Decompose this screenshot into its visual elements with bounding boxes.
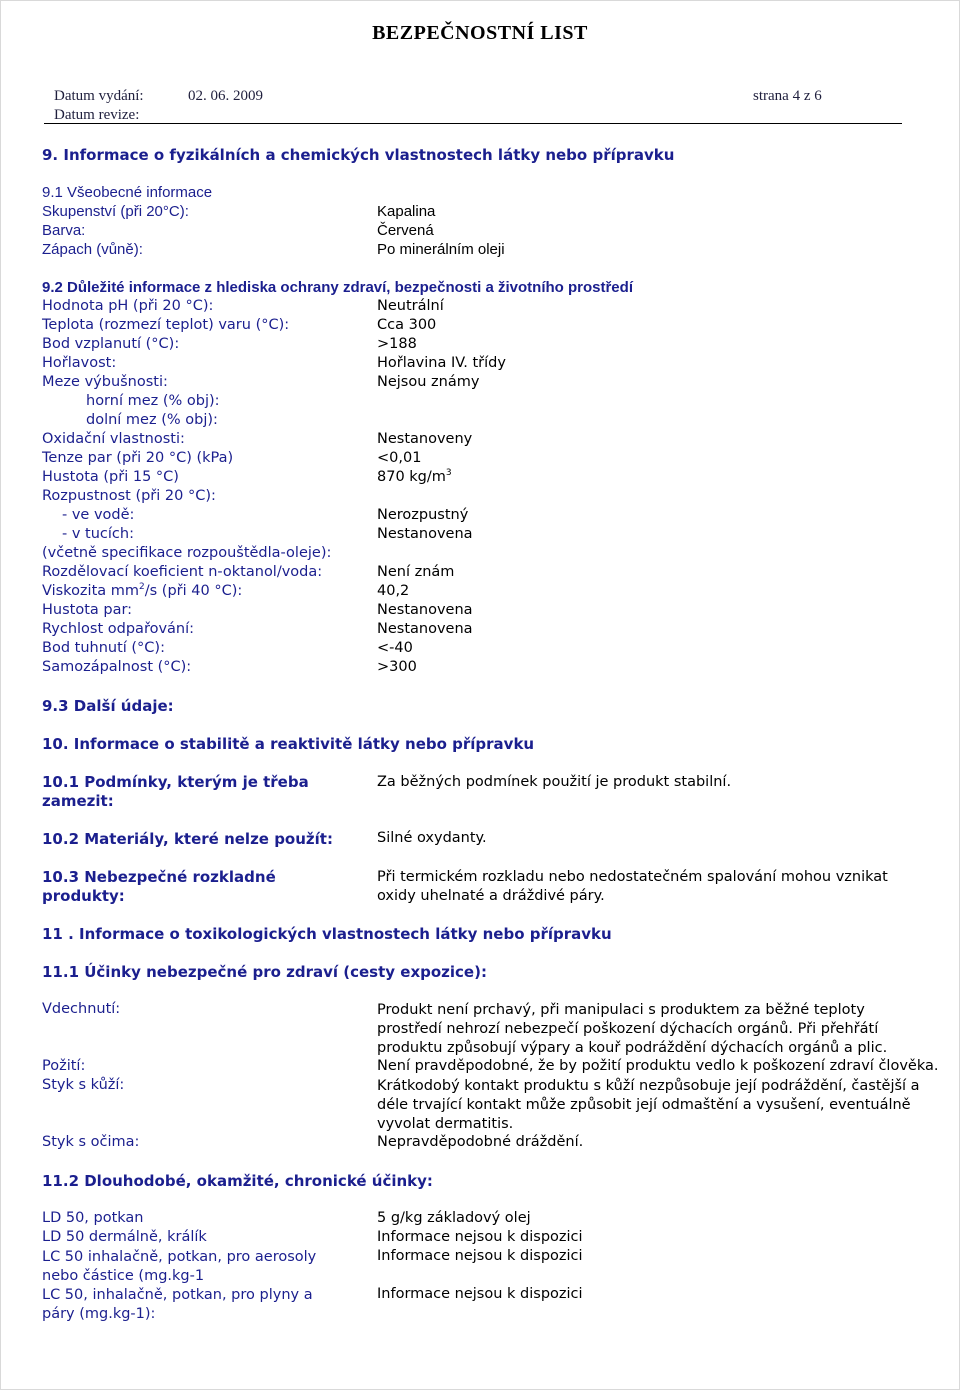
property-value: Nestanovena (377, 602, 473, 618)
toxicity-label: LC 50, inhalačně, potkan, pro plyny a páry (mg.kg-1): (42, 1287, 313, 1322)
viscosity-label: Viskozita mm (42, 583, 140, 599)
revision-date-label: Datum revize: (54, 107, 140, 123)
section-9-2-heading: 9.2 Důležité informace z hlediska ochrany zdraví, bezpečnosti a životního prostředí (42, 279, 633, 296)
property-value: <0,01 (377, 450, 422, 466)
property-value: Nestanovena (377, 621, 473, 637)
section-11-1-heading: 11.1 Účinky nebezpečné pro zdraví (cesty expozice): (42, 963, 487, 981)
exposure-label: Požití: (42, 1058, 86, 1074)
property-label: Hodnota pH (při 20 °C): (42, 298, 214, 314)
property-value: >300 (377, 659, 417, 675)
property-label: (včetně specifikace rozpouštědla-oleje): (42, 545, 332, 561)
viscosity-label-tail: /s (při 40 °C): (144, 583, 243, 599)
property-value: Není znám (377, 564, 455, 580)
property-label: Rozdělovací koeficient n-oktanol/voda: (42, 564, 323, 580)
density-unit-superscript: 3 (445, 468, 452, 479)
property-label: Rychlost odpařování: (42, 621, 195, 637)
general-value: Kapalina (377, 203, 436, 220)
header-rule (44, 123, 902, 124)
property-label: - v tucích: (62, 526, 134, 542)
property-label: Hořlavost: (42, 355, 117, 371)
exposure-label: Vdechnutí: (42, 1001, 121, 1017)
toxicity-value: 5 g/kg základový olej (377, 1210, 531, 1226)
property-label: Rozpustnost (při 20 °C): (42, 488, 216, 504)
property-value: Cca 300 (377, 317, 437, 333)
section-9-3-heading: 9.3 Další údaje: (42, 697, 174, 715)
section-11-2-heading: 11.2 Dlouhodobé, okamžité, chronické účinky: (42, 1172, 433, 1190)
section-10-heading: 10. Informace o stabilitě a reaktivitě látky nebo přípravku (42, 735, 535, 753)
property-label: horní mez (% obj): (86, 393, 220, 409)
property-value: 40,2 (377, 583, 410, 599)
property-label: dolní mez (% obj): (86, 412, 218, 428)
document-title: BEZPEČNOSTNÍ LIST (372, 22, 588, 44)
property-label: - ve vodě: (62, 507, 135, 523)
toxicity-value: Informace nejsou k dispozici (377, 1229, 583, 1245)
property-label: Hustota (při 15 °C) (42, 469, 179, 485)
stability-value: Při termickém rozkladu nebo nedostatečném spalování mohou vznikat oxidy uhelnaté a dráždivé páry. (377, 869, 888, 904)
general-label: Barva: (42, 222, 86, 239)
exposure-value: Nepravděpodobné dráždění. (377, 1134, 584, 1150)
toxicity-label: LD 50 dermálně, králík (42, 1229, 207, 1245)
issue-date-value: 02. 06. 2009 (188, 88, 263, 104)
page-number: strana 4 z 6 (753, 88, 822, 104)
property-label: Meze výbušnosti: (42, 374, 168, 390)
property-label: Teplota (rozmezí teplot) varu (°C): (42, 317, 290, 333)
exposure-label: Styk s očima: (42, 1134, 140, 1150)
section-11-heading: 11 . Informace o toxikologických vlastnostech látky nebo přípravku (42, 925, 612, 943)
stability-value: Za běžných podmínek použití je produkt stabilní. (377, 774, 732, 790)
general-value: Po minerálním oleji (377, 241, 505, 258)
property-value: Nestanovena (377, 526, 473, 542)
property-value: Nestanoveny (377, 431, 473, 447)
property-value: Nejsou známy (377, 374, 480, 390)
toxicity-value: Informace nejsou k dispozici (377, 1248, 583, 1264)
toxicity-label: LC 50 inhalačně, potkan, pro aerosoly nebo částice (mg.kg-1 (42, 1249, 317, 1284)
general-label: Zápach (vůně): (42, 241, 143, 258)
property-label: Samozápalnost (°C): (42, 659, 192, 675)
exposure-value: Produkt není prchavý, při manipulaci s produktem za běžné teploty prostředí nehrozí nebezpečí poškození dýchacích orgánů. Při přehřátí produktu způsobují výpary a kouř podráždění dýchacích orgánů a plic. (377, 1002, 888, 1056)
section-9-heading: 9. Informace o fyzikálních a chemických vlastnostech látky nebo přípravku (42, 146, 675, 164)
viscosity-superscript: 2 (139, 582, 145, 593)
property-value: >188 (377, 336, 417, 352)
property-label: Hustota par: (42, 602, 133, 618)
exposure-value: Krátkodobý kontakt produktu s kůží nezpůsobuje její podráždění, častější a déle trvající kontakt může způsobit její odmaštění a vysušení, eventuálně vyvolat dermatitis. (377, 1078, 920, 1132)
toxicity-label: LD 50, potkan (42, 1210, 144, 1226)
stability-label: 10.3 Nebezpečné rozkladné produkty: (42, 868, 276, 905)
general-value: Červená (377, 222, 434, 239)
property-value: Nerozpustný (377, 507, 469, 523)
toxicity-value: Informace nejsou k dispozici (377, 1286, 583, 1302)
property-value: Neutrální (377, 298, 444, 314)
stability-label: 10.2 Materiály, které nelze použít: (42, 830, 333, 848)
property-label: Bod tuhnutí (°C): (42, 640, 165, 656)
section-9-1-heading: 9.1 Všeobecné informace (42, 184, 213, 201)
property-value (377, 469, 452, 485)
stability-value: Silné oxydanty. (377, 830, 487, 846)
property-label: Bod vzplanutí (°C): (42, 336, 180, 352)
exposure-value: Není pravděpodobné, že by požití produktu vedlo k poškození zdraví člověka. (377, 1058, 939, 1074)
density-value: 870 kg/m (377, 469, 446, 485)
property-value: Hořlavina IV. třídy (377, 355, 506, 371)
general-label: Skupenství (při 20°C): (42, 203, 189, 220)
property-label: Tenze par (při 20 °C) (kPa) (42, 450, 234, 466)
exposure-label: Styk s kůží: (42, 1077, 125, 1093)
issue-date-label: Datum vydání: (54, 88, 144, 104)
stability-label: 10.1 Podmínky, kterým je třeba zamezit: (42, 773, 309, 810)
property-value: <-40 (377, 640, 413, 656)
property-label: Oxidační vlastnosti: (42, 431, 185, 447)
property-label (42, 583, 242, 599)
